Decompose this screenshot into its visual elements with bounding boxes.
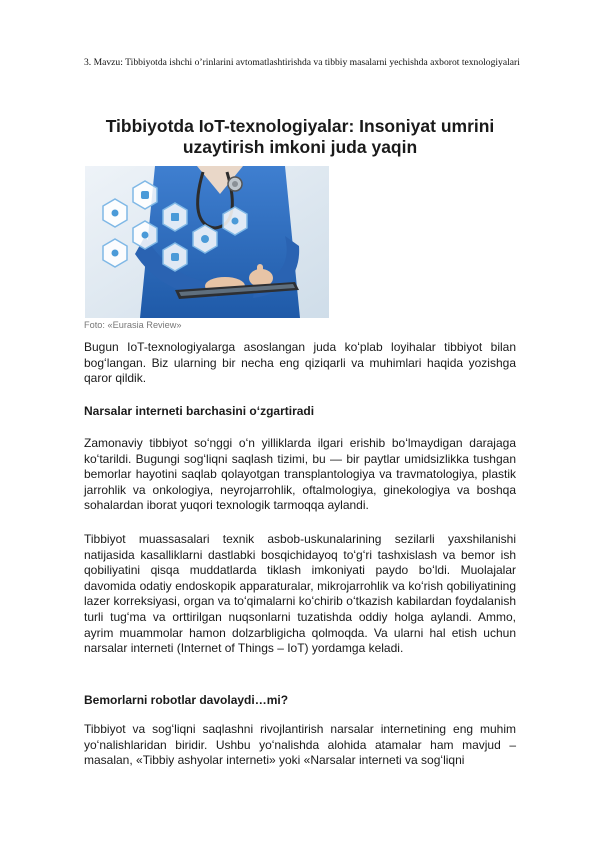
section-heading-iot-changes: Narsalar interneti barchasini oʻzgartiradi bbox=[84, 404, 315, 418]
intro-paragraph: Bugun IoT-texnologiyalarga asoslangan juda koʻplab loyihalar tibbiyot bilan bogʻlangan. Biz ularning bir necha eng qiziqarli va muhimlari haqida yozishga qaror qildik. bbox=[84, 340, 516, 386]
topic-header: 3. Mavzu: Tibbiyotda ishchi o’rinlarini avtomatlashtirishda va tibbiy masalarni yechishda axborot texnologiyalari bbox=[84, 57, 520, 68]
section-heading-robots: Bemorlarni robotlar davolaydi…mi? bbox=[84, 693, 289, 707]
section1-paragraph-2: Tibbiyot muassasalari texnik asbob-uskunalarining sezilarli yaxshilanishi natijasida kasalliklarni dastlabki bosqichidayoq toʻgʻri tashxislash va bemor ish qobiliyatini qisqa muddatlarda tiklash imkoniyati paydo boʻldi. Muolajalar davomida odatiy endoskopik apparaturalar, mikrojarrohlik va koʻrish qobiliyatining lazer korreksiyasi, organ va toʻqimalarni koʻchirib oʻtkazish kabilardan foydalanish turli tugʻma va orttirilgan nuqsonlarni tuzatishda oddiy holga aylandi. Ammo, ayrim muammolar hamon dolzarbligicha qolmoqda. Va ularni hal etish uchun narsalar interneti (Internet of Things – IoT) yordamga keladi. bbox=[84, 532, 516, 656]
article-title: Tibbiyotda IoT-texnologiyalar: Insoniyat umrini uzaytirish imkoni juda yaqin bbox=[105, 116, 495, 157]
section1-paragraph-1: Zamonaviy tibbiyot soʻnggi oʻn yilliklarda ilgari erishib boʻlmaydigan darajaga koʻtarildi. Bugungi sogʻliqni saqlash tizimi, bu — bir paytlar umidsizlikka tushgan bemorlar hayotini saqlab qolayotgan transplantologiya va travmatologiya, plastik jarrohlik va onkologiya, neyrojarrohlik, oftalmologiya, ginekologiya va boshqa sohalardan iborat yuqori texnologik tarmoqqa aylandi. bbox=[84, 436, 516, 513]
section2-paragraph-1: Tibbiyot va sogʻliqni saqlashni rivojlantirish narsalar internetining eng muhim yoʻnalishlaridan biridir. Ushbu yoʻnalishda alohida atamalar ham mavjud – masalan, «Tibbiy ashyolar interneti» yoki «Narsalar interneti va sogʻliqni bbox=[84, 722, 516, 768]
photo-caption: Foto: «Eurasia Review» bbox=[84, 320, 182, 330]
doctor-tablet-illustration bbox=[85, 166, 329, 318]
article-photo bbox=[85, 166, 329, 318]
